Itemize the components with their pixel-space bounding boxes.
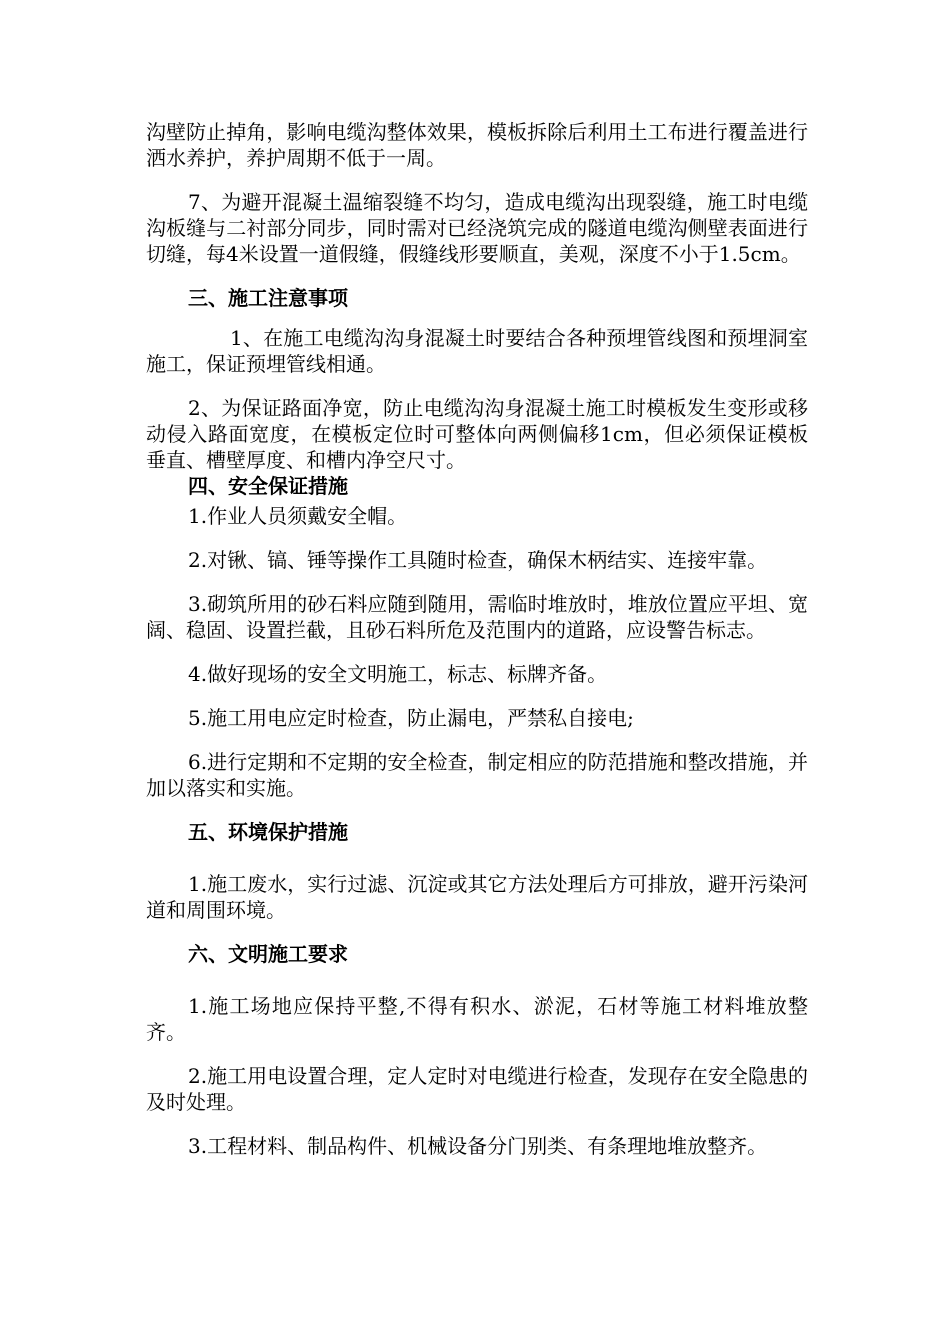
paragraph-safety-1: 1.作业人员须戴安全帽。 <box>188 504 408 528</box>
document-page <box>146 119 808 1159</box>
paragraph-note-1: 1、在施工电缆沟沟身混凝土时要结合各种预埋管线图和预埋洞室施工，保证预埋管线相通。 <box>146 326 808 376</box>
paragraph-item-7: 7、为避开混凝土温缩裂缝不均匀，造成电缆沟出现裂缝，施工时电缆沟板缝与二衬部分同步，同时需对已经浇筑完成的隧道电缆沟侧壁表面进行切缝，每4米设置一道假缝，假缝线形要顺直，美观，深度不小于1.5cm。 <box>146 190 808 266</box>
heading-construction-notes: 三、施工注意事项 <box>188 286 348 310</box>
heading-safety-measures: 四、安全保证措施 <box>188 474 348 498</box>
paragraph-environment-1: 1.施工废水，实行过滤、沉淀或其它方法处理后方可排放，避开污染河道和周围环境。 <box>146 872 808 922</box>
heading-environment-measures: 五、环境保护措施 <box>188 820 348 844</box>
paragraph-civilized-2: 2.施工用电设置合理，定人定时对电缆进行检查，发现存在安全隐患的及时处理。 <box>146 1064 808 1114</box>
paragraph-safety-5: 5.施工用电应定时检查，防止漏电，严禁私自接电; <box>188 706 634 730</box>
paragraph-safety-6: 6.进行定期和不定期的安全检查，制定相应的防范措施和整改措施，并加以落实和实施。 <box>146 750 808 800</box>
paragraph-safety-3: 3.砌筑所用的砂石料应随到随用，需临时堆放时，堆放位置应平坦、宽阔、稳固、设置拦截，且砂石料所危及范围内的道路，应设警告标志。 <box>146 592 808 642</box>
paragraph-safety-2: 2.对锹、镐、锤等操作工具随时检查，确保木柄结实、连接牢靠。 <box>188 548 768 572</box>
paragraph-curing: 沟壁防止掉角，影响电缆沟整体效果，模板拆除后利用土工布进行覆盖进行洒水养护，养护周期不低于一周。 <box>146 120 808 170</box>
paragraph-note-2: 2、为保证路面净宽，防止电缆沟沟身混凝土施工时模板发生变形或移动侵入路面宽度，在模板定位时可整体向两侧偏移1cm，但必须保证模板垂直、槽壁厚度、和槽内净空尺寸。 <box>146 396 808 472</box>
paragraph-safety-4: 4.做好现场的安全文明施工，标志、标牌齐备。 <box>188 662 608 686</box>
heading-civilized-construction: 六、文明施工要求 <box>188 942 348 966</box>
paragraph-civilized-3: 3.工程材料、制品构件、机械设备分门别类、有条理地堆放整齐。 <box>188 1134 768 1158</box>
paragraph-civilized-1: 1.施工场地应保持平整,不得有积水、淤泥，石材等施工材料堆放整齐。 <box>146 994 808 1044</box>
